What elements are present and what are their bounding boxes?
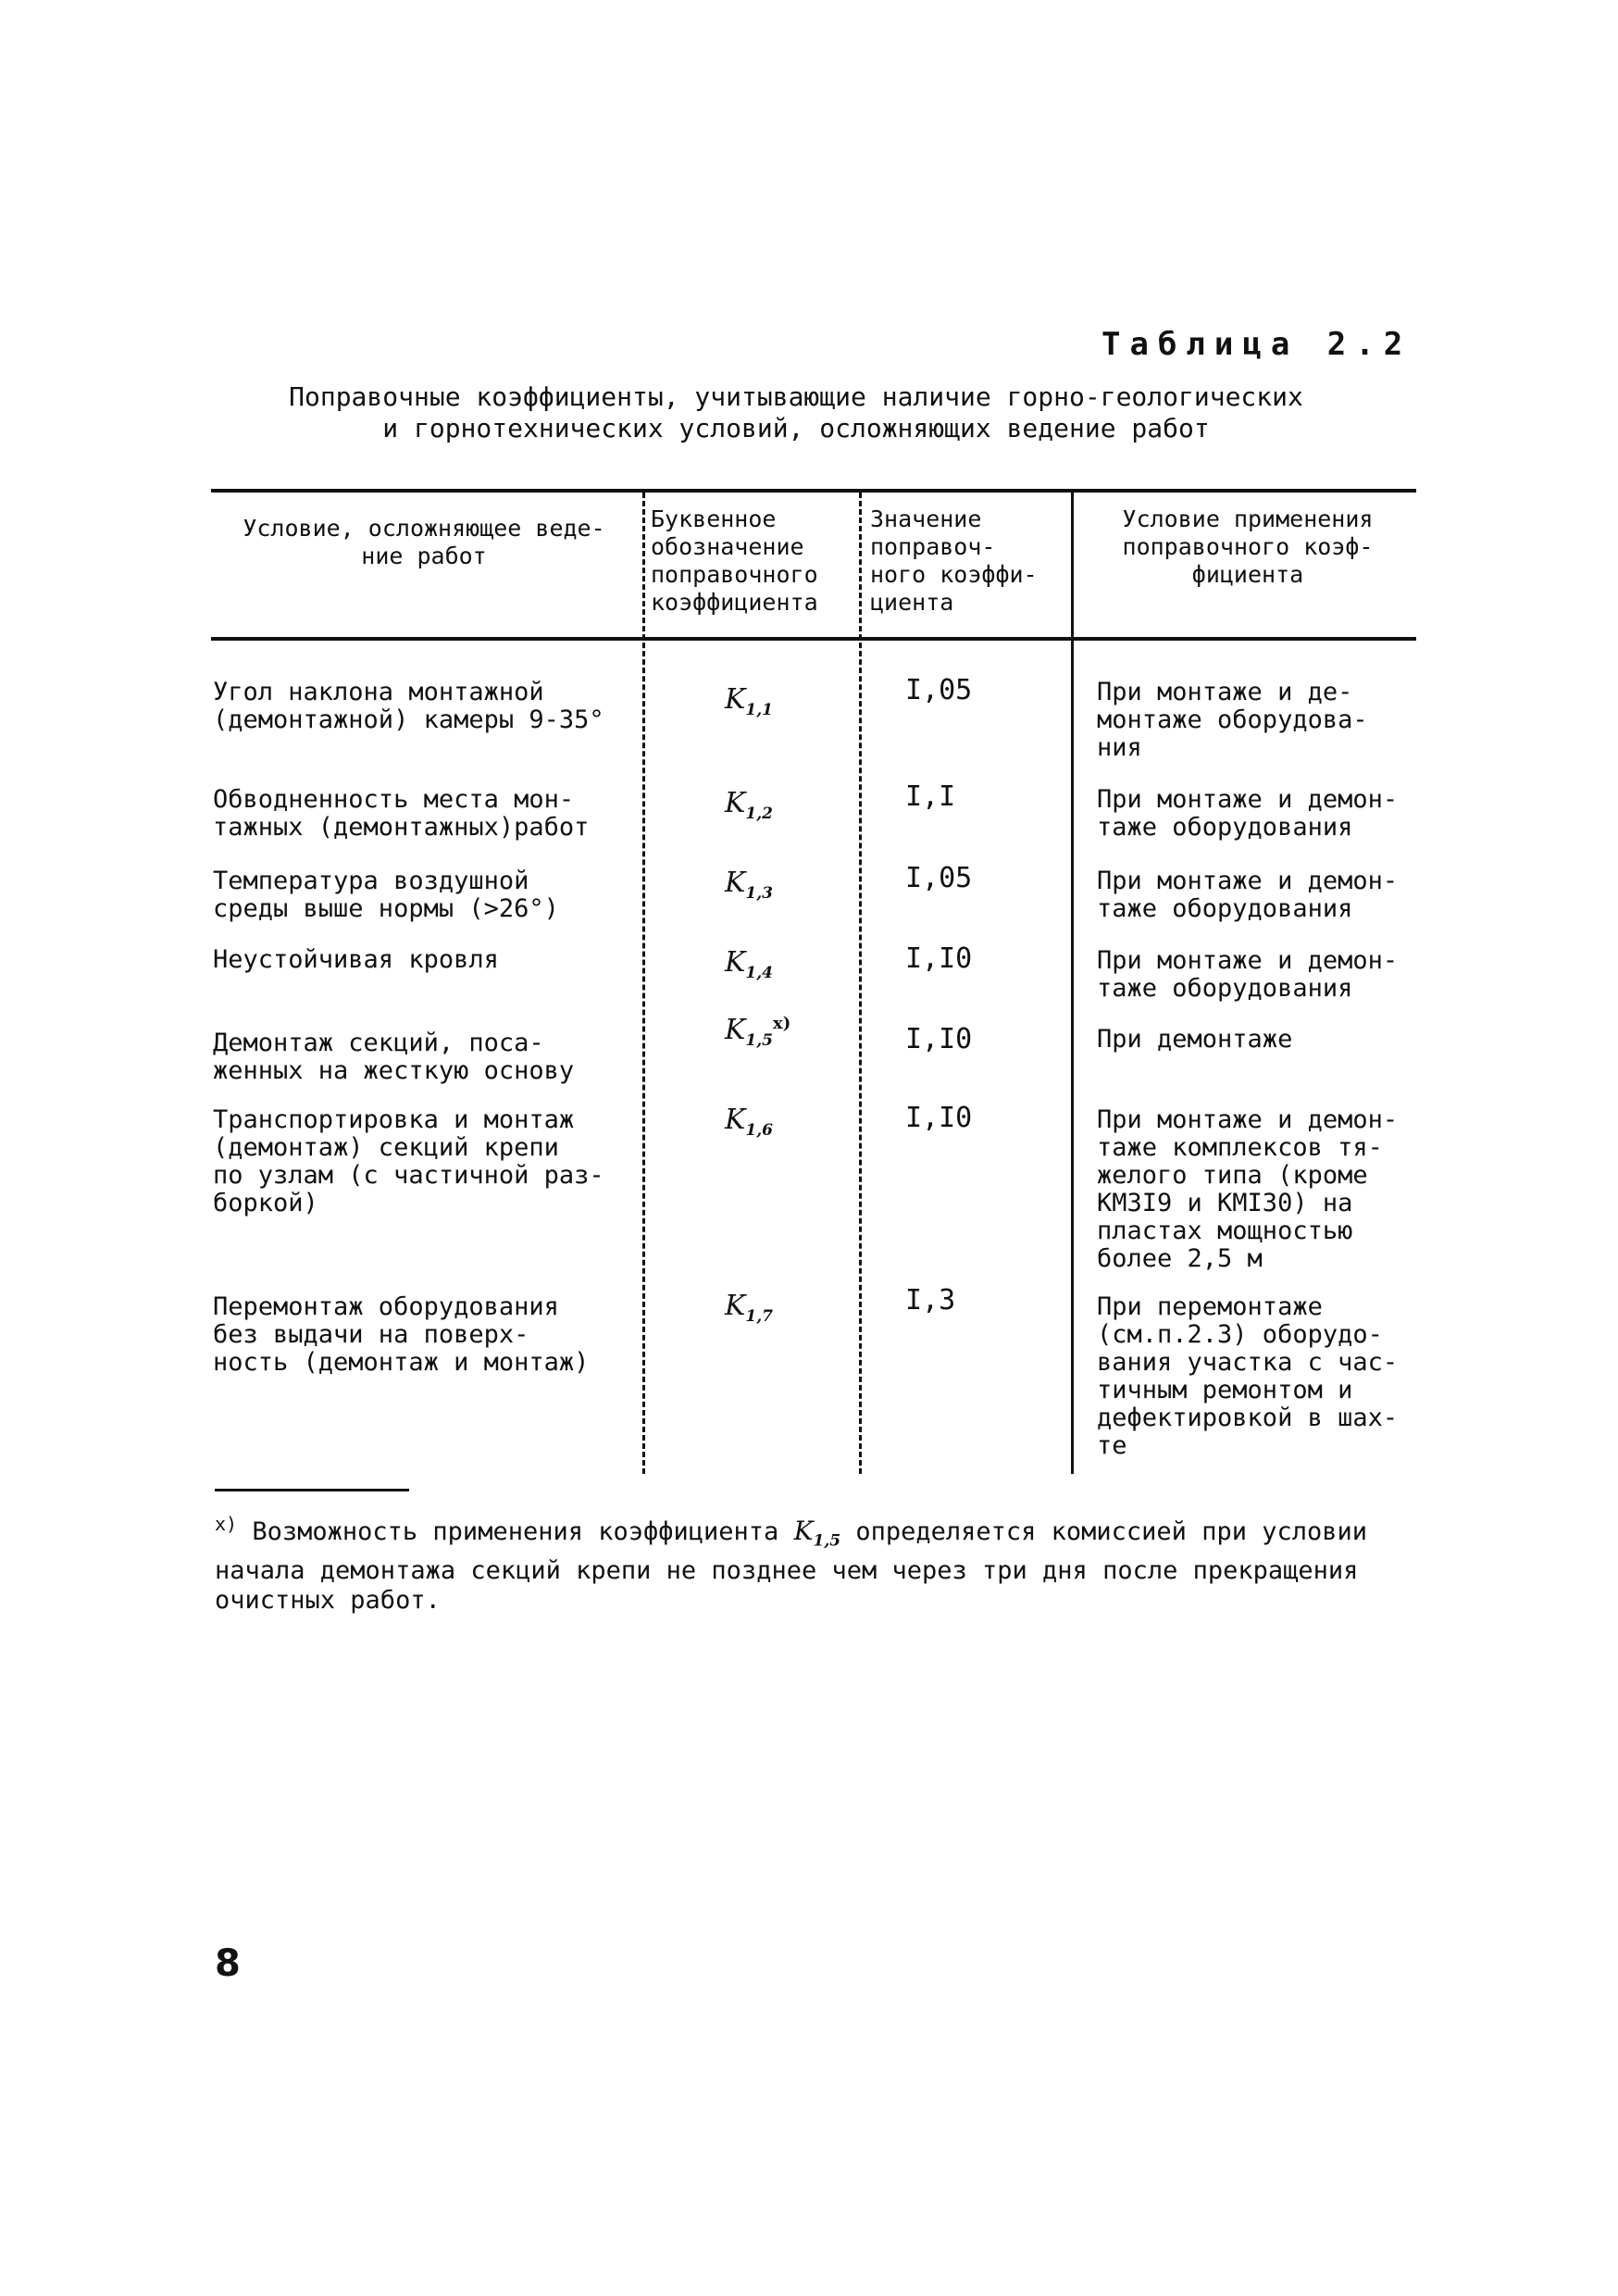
row-4-condition: Неустойчивая кровля	[213, 945, 499, 974]
table-title-line1: Поправочные коэффициенты, учитывающие наличие горно-геологических	[289, 381, 1303, 412]
row-2-value: I,I	[905, 780, 956, 813]
col-divider-2	[859, 493, 862, 1474]
row-1-value: I,05	[905, 674, 973, 706]
row-6-application: При монтаже и демон- таже комплексов тя- желого типа (кроме КМ3I9 и КМI30) на пластах мощностью более 2,5 м	[1097, 1105, 1399, 1273]
header-value: Значение поправоч- ного коэффи- циента	[870, 505, 1038, 616]
col-divider-3	[1071, 493, 1074, 1474]
row-4-application: При монтаже и демон- таже оборудования	[1097, 946, 1399, 1003]
footnote-mark: x)	[215, 1513, 238, 1535]
row-3-symbol: $K_{1,3}$	[725, 867, 773, 903]
row-6-symbol: $K_{1,6}$	[725, 1104, 773, 1140]
footnote-text-start: Возможность применения коэффициента	[252, 1517, 794, 1546]
row-3-application: При монтаже и демон- таже оборудования	[1097, 867, 1399, 923]
table-top-rule	[211, 489, 1416, 493]
footnote-symbol: $K_{1,5}$	[793, 1516, 841, 1551]
row-4-symbol: $K_{1,4}$	[725, 946, 773, 982]
row-5-value: I,I0	[905, 1023, 973, 1055]
header-symbol: Буквенное обозначение поправочного коэффициента	[651, 505, 818, 616]
row-1-symbol: $K_{1,1}$	[725, 683, 773, 719]
row-1-application: При монтаже и де- монтаже оборудова- ния	[1097, 678, 1368, 762]
footnote-text-end: определяется комиссией при условии начала демонтажа секций крепи не позднее чем через три дня после прекращения очистных работ.	[215, 1517, 1368, 1615]
table-title	[241, 381, 1351, 444]
row-2-condition: Обводненность места мон- тажных (демонтажных)работ	[213, 785, 590, 842]
row-6-condition: Транспортировка и монтаж (демонтаж) секций крепи по узлам (с частичной раз- боркой)	[213, 1105, 604, 1217]
row-7-value: I,3	[905, 1284, 956, 1316]
col-divider-1	[642, 493, 645, 1474]
footnote	[215, 1509, 1418, 1616]
footnote-rule	[215, 1489, 409, 1491]
row-7-condition: Перемонтаж оборудования без выдачи на поверх- ность (демонтаж и монтаж)	[213, 1292, 590, 1377]
row-2-symbol: $K_{1,2}$	[725, 787, 773, 823]
header-application: Условие применения поправочного коэф- фициента	[1122, 505, 1374, 588]
table-title-line2: и горнотехнических условий, осложняющих ведение работ	[382, 413, 1210, 443]
header-condition: Условие, осложняющее веде- ние работ	[243, 515, 605, 569]
row-5-condition: Демонтаж секций, поса- женных на жесткую основу	[213, 1029, 575, 1085]
row-2-application: При монтаже и демон- таже оборудования	[1097, 785, 1399, 842]
row-7-application: При перемонтаже (см.п.2.3) оборудо- вания участка с час- тичным ремонтом и дефектировкой в шах- те	[1097, 1292, 1399, 1460]
row-5-application: При демонтаже	[1097, 1025, 1293, 1054]
row-3-condition: Температура воздушной среды выше нормы (>26°)	[213, 867, 559, 923]
table-header-rule	[211, 637, 1416, 641]
table-label: Таблица 2.2	[1101, 326, 1413, 363]
row-3-value: I,05	[905, 862, 973, 894]
row-1-condition: Угол наклона монтажной (демонтажной) камеры 9-35°	[213, 678, 604, 734]
row-5-symbol: $K_{1,5}^{x)}$	[725, 1014, 791, 1050]
row-4-value: I,I0	[905, 942, 973, 975]
page-number: 8	[215, 1942, 241, 1985]
row-7-symbol: $K_{1,7}$	[725, 1290, 773, 1326]
row-6-value: I,I0	[905, 1102, 973, 1134]
